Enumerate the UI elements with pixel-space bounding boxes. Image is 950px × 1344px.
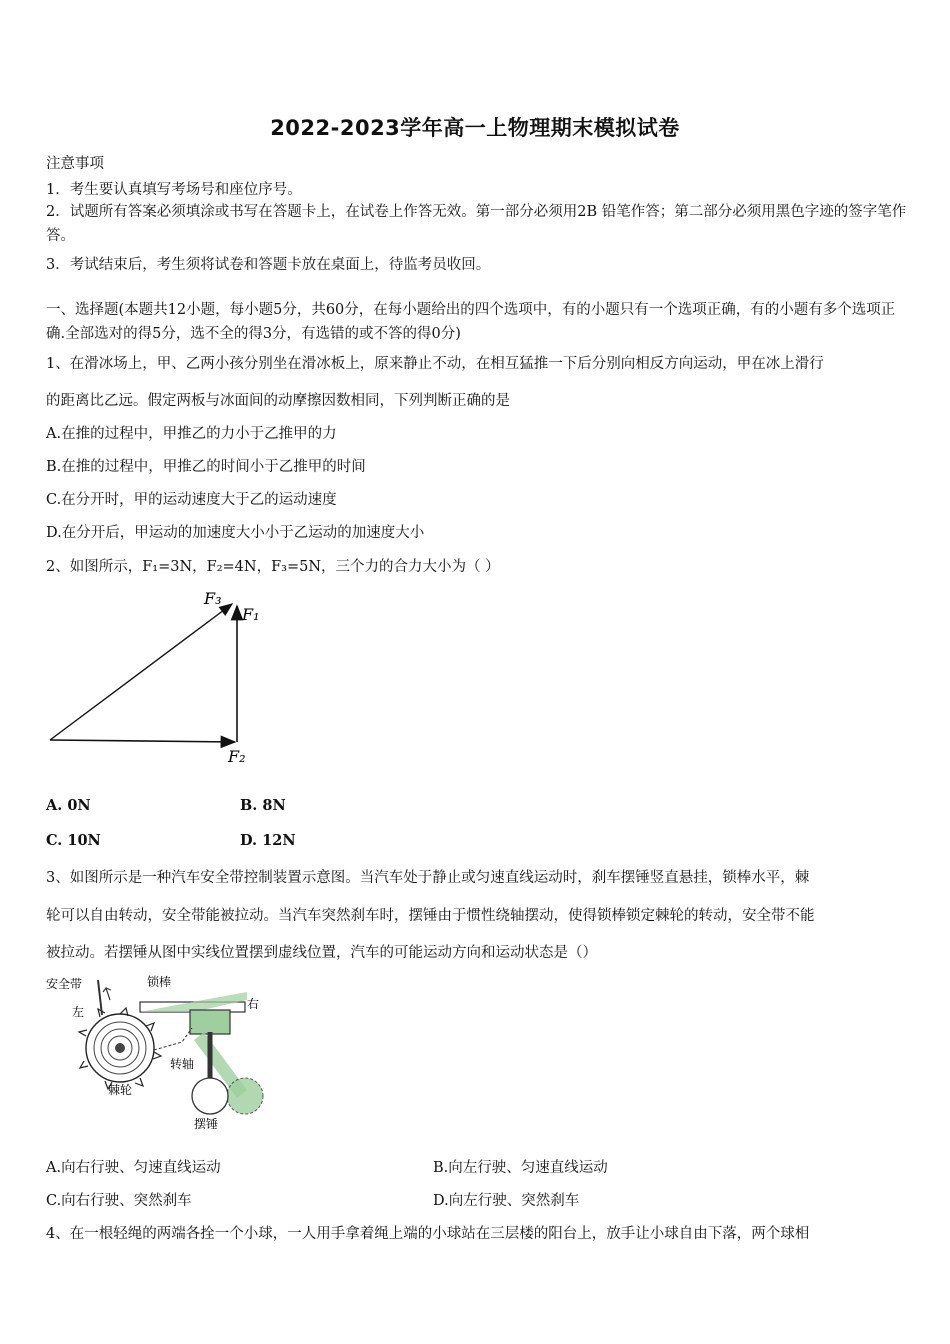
q1-stem-line-1: 1、在滑冰场上，甲、乙两小孩分别坐在滑冰板上，原来静止不动，在相互猛推一下后分别向相反方向运动，甲在冰上滑行 (46, 356, 824, 372)
q1-option-b: B.在推的过程中，甲推乙的时间小于乙推甲的时间 (46, 459, 366, 475)
notice-item-3: 3．考试结束后，考生须将试卷和答题卡放在桌面上，待监考员收回。 (46, 257, 491, 273)
pivot-support (190, 1010, 230, 1034)
q1-option-d: D.在分开后，甲运动的加速度大小小于乙运动的加速度大小 (46, 525, 425, 541)
f3-arrow (50, 604, 232, 740)
notice-heading: 注意事项 (46, 156, 104, 172)
section-heading: 一、选择题(本题共12小题，每小题5分，共60分，在每小题给出的四个选项中，有的小题只有一个选项正确，有的小题有多个选项正确.全部选对的得5分，选不全的得3分，有选错的或不答的得0分) (46, 302, 896, 342)
label-axis: 转轴 (170, 1057, 195, 1071)
pendulum-bob (192, 1078, 228, 1114)
pendulum-dashed-bob (227, 1078, 263, 1114)
q1-option-a: A.在推的过程中，甲推乙的力小于乙推甲的力 (46, 426, 337, 442)
q3-stem-line-3: 被拉动。若摆锤从图中实线位置摆到虚线位置，汽车的可能运动方向和运动状态是（） (46, 945, 597, 961)
q3-option-c: C.向右行驶、突然刹车 (46, 1193, 192, 1209)
q3-stem-line-1: 3、如图所示是一种汽车安全带控制装置示意图。当汽车处于静止或匀速直线运动时，刹车摆锤竖直悬挂，锁棒水平，棘 (46, 870, 810, 886)
force-triangle-diagram (40, 582, 280, 772)
q2-stem: 2、如图所示，F₁=3N，F₂=4N，F₃=5N，三个力的合力大小为（ ） (46, 559, 500, 575)
axis-pointer (154, 1028, 192, 1050)
label-lock-bar: 锁棒 (147, 975, 172, 989)
q2-option-c: C. 10N (46, 832, 101, 849)
f2-arrow (50, 740, 235, 742)
f1-label: F₁ (242, 605, 260, 624)
q3-option-b: B.向左行驶、匀速直线运动 (433, 1160, 608, 1176)
label-ratchet: 棘轮 (108, 1083, 133, 1097)
q2-option-b: B. 8N (240, 797, 286, 814)
q1-stem-line-2: 的距离比乙远。假定两板与冰面间的动摩擦因数相同，下列判断正确的是 (46, 393, 510, 409)
seatbelt-mechanism-diagram (42, 970, 272, 1135)
q1-option-c: C.在分开时，甲的运动速度大于乙的运动速度 (46, 492, 337, 508)
label-left: 左 (72, 1005, 85, 1019)
label-right: 右 (247, 997, 260, 1011)
f2-label: F₂ (228, 747, 246, 766)
q2-option-d: D. 12N (240, 832, 296, 849)
ratchet-wheel (79, 1008, 161, 1089)
label-belt: 安全带 (46, 977, 83, 991)
page-title: 2022-2023学年高一上物理期末模拟试卷 (270, 116, 680, 140)
q4-stem-line-1: 4、在一根轻绳的两端各拴一个小球，一人用手拿着绳上端的小球站在三层楼的阳台上，放手让小球自由下落，两个球相 (46, 1226, 810, 1242)
q2-option-a: A. 0N (46, 797, 91, 814)
notice-item-2: 2．试题所有答案必须填涂或书写在答题卡上，在试卷上作答无效。第一部分必须用2B 铅笔作答；第二部分必须用黑色字迹的签字笔作答。 (46, 204, 907, 244)
notice-item-1: 1．考生要认真填写考场号和座位序号。 (46, 182, 302, 198)
label-pendulum: 摆锤 (194, 1117, 219, 1131)
belt-arrow (103, 988, 111, 1000)
q3-stem-line-2: 轮可以自由转动，安全带能被拉动。当汽车突然刹车时，摆锤由于惯性绕轴摆动，使得锁棒锁定棘轮的转动，安全带不能 (46, 908, 815, 924)
q3-option-a: A.向右行驶、匀速直线运动 (46, 1160, 221, 1176)
q3-option-d: D.向左行驶、突然刹车 (433, 1193, 580, 1209)
f3-label: F₃ (204, 589, 222, 608)
